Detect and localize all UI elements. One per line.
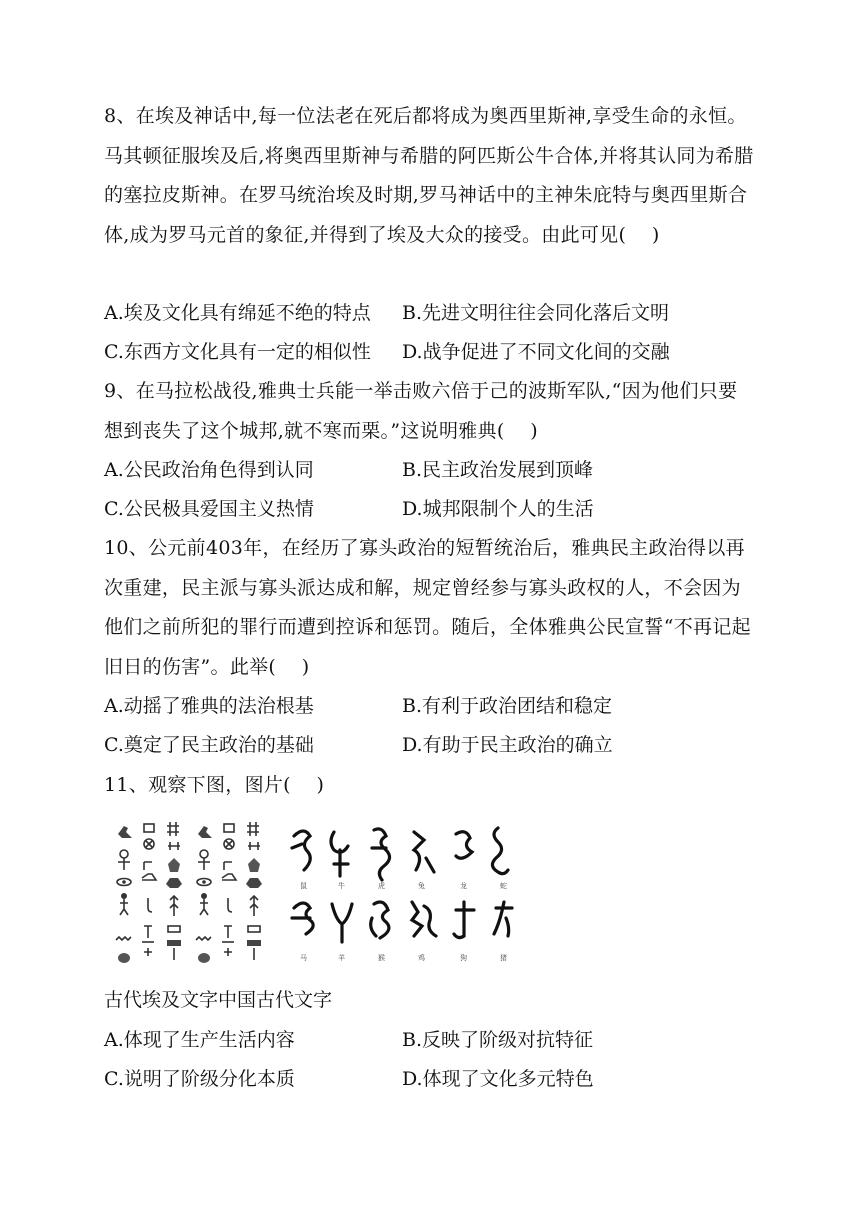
- question-10-option-b[interactable]: B.有利于政治团结和稳定: [402, 695, 613, 717]
- question-10-option-c[interactable]: C.奠定了民主政治的基础: [104, 734, 314, 756]
- zodiac-label: 鼠: [300, 882, 307, 890]
- question-8-option-c[interactable]: C.东西方文化具有一定的相似性: [104, 341, 371, 363]
- question-8-option-a[interactable]: A.埃及文化具有绵延不绝的特点: [104, 302, 371, 324]
- question-11-option-b[interactable]: B.反映了阶级对抗特征: [402, 1029, 594, 1051]
- question-8-options-row-2: [104, 333, 764, 372]
- question-11-options-row-2: [104, 1060, 764, 1099]
- zodiac-label: 龙: [460, 882, 467, 890]
- question-9-option-a[interactable]: A.公民政治角色得到认同: [104, 459, 314, 481]
- question-10-options-row-2: [104, 726, 764, 765]
- question-8-stem: 8、在埃及神话中,每一位法老在死后都将成为奥西里斯神,享受生命的永恒。马其顿征服埃及后,将奥西里斯神与希腊的阿匹斯公牛合体,并将其认同为希腊的塞拉皮斯神。在罗马统治埃及时期,罗马神话中的主神朱庇特与奥西里斯合体,成为罗马元首的象征,并得到了埃及大众的接受。由此可见( ): [104, 105, 754, 246]
- question-8-options-row-1: [104, 294, 764, 333]
- zodiac-label: 牛: [338, 882, 345, 890]
- question-11-options-row-1: [104, 1021, 764, 1060]
- zodiac-label: 猪: [500, 954, 507, 962]
- zodiac-label: 虎: [378, 882, 385, 890]
- zodiac-label: 鸡: [418, 954, 425, 962]
- question-8-option-b[interactable]: B.先进文明往往会同化落后文明: [402, 302, 670, 324]
- question-10-option-d[interactable]: D.有助于民主政治的确立: [402, 734, 613, 756]
- question-9-options-row-1: [104, 451, 764, 490]
- zodiac-label: 狗: [460, 954, 467, 962]
- question-9-stem: 9、在马拉松战役,雅典士兵能一举击败六倍于己的波斯军队,“因为他们只要想到丧失了这个城邦,就不寒而栗。”这说明雅典( ): [104, 380, 738, 442]
- zodiac-label: 兔: [418, 882, 425, 890]
- question-11-stem: 11、观察下图，图片( ): [104, 774, 325, 796]
- zodiac-label: 羊: [338, 954, 345, 962]
- egyptian-hieroglyphs-image: [112, 818, 280, 968]
- ancient-scripts-figure: [112, 818, 524, 968]
- question-11-option-a[interactable]: A.体现了生产生活内容: [104, 1029, 295, 1051]
- question-10-option-a[interactable]: A.动摇了雅典的法治根基: [104, 695, 314, 717]
- question-9-option-b[interactable]: B.民主政治发展到顶峰: [402, 459, 594, 481]
- question-11-option-c[interactable]: C.说明了阶级分化本质: [104, 1068, 295, 1090]
- question-11-option-d[interactable]: D.体现了文化多元特色: [402, 1068, 594, 1090]
- question-9-options-row-2: [104, 490, 764, 529]
- question-9-option-c[interactable]: C.公民极具爱国主义热情: [104, 498, 314, 520]
- question-10-stem: 10、公元前403年，在经历了寡头政治的短暂统治后，雅典民主政治得以再次重建，民主派与寡头派达成和解，规定曾经参与寡头政权的人，不会因为他们之前所犯的罪行而遭到控诉和惩罚。随后，全体雅典公民宣誓“不再记起旧日的伤害”。此举( ): [104, 537, 751, 678]
- question-10-options-row-1: [104, 687, 764, 726]
- figure-caption: 古代埃及文字中国古代文字: [104, 989, 333, 1011]
- zodiac-label: 猴: [378, 954, 385, 962]
- question-9-option-d[interactable]: D.城邦限制个人的生活: [402, 498, 594, 520]
- zodiac-labels-layer: [284, 818, 524, 968]
- zodiac-label: 蛇: [500, 882, 507, 890]
- zodiac-label: 马: [300, 954, 307, 962]
- question-8-option-d[interactable]: D.战争促进了不同文化间的交融: [402, 341, 670, 363]
